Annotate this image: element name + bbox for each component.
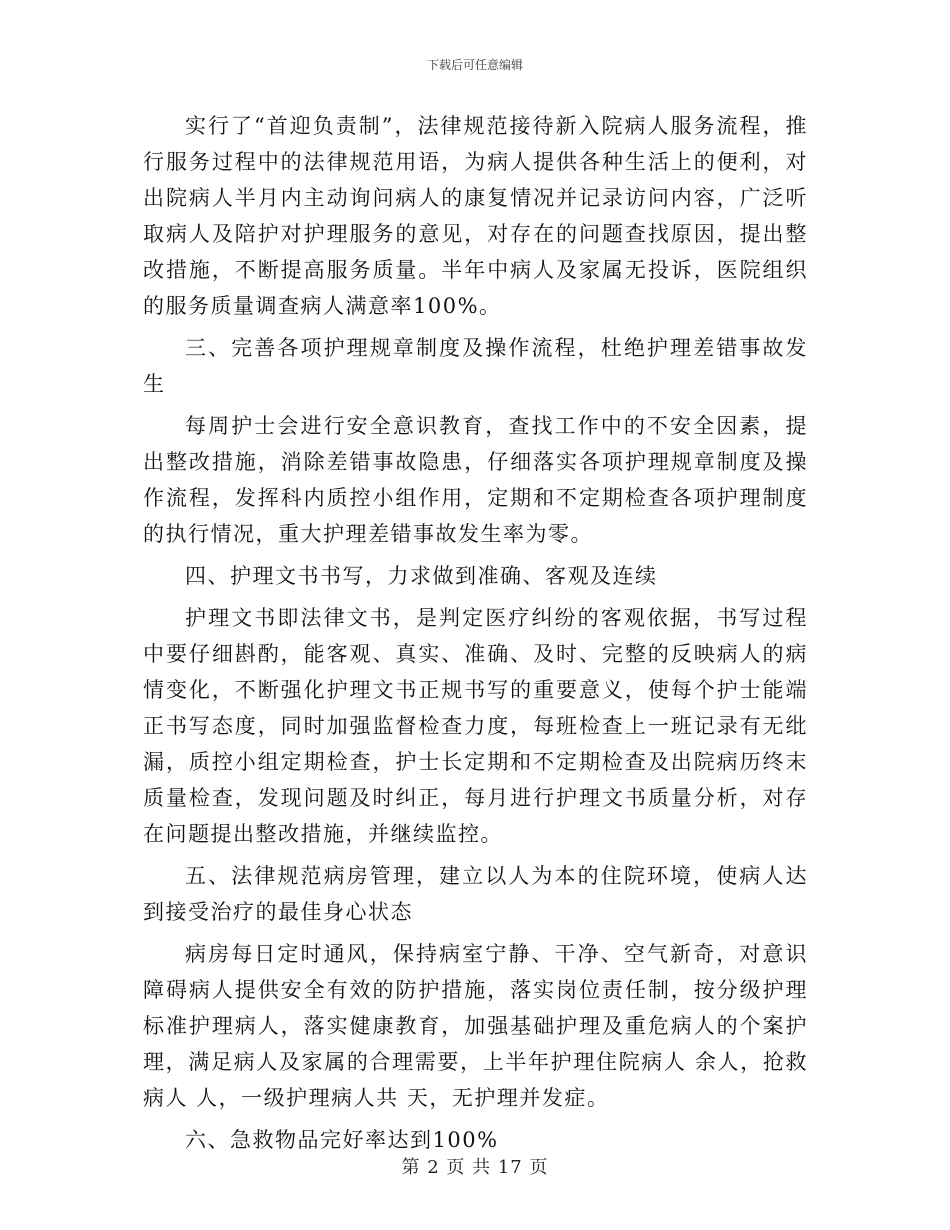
paragraph-ward-management: 病房每日定时通风，保持病室宁静、干净、空气新奇，对意识障碍病人提供安全有效的防护措施，落实岗位责任制，按分级护理标准护理病人，落实健康教育，加强基础护理及重危病人的个案护理，满足病人及家属的合理需要，上半年护理住院病人 余人，抢救病人 人，一级护理病人共 天，无护理并发症。 xyxy=(143,942,808,1110)
section-heading-6: 六、急救物品完好率达到100% xyxy=(185,1128,499,1152)
paragraph-safety-education: 每周护士会进行安全意识教育，查找工作中的不安全因素，提出整改措施，消除差错事故隐患，仔细落实各项护理规章制度及操作流程，发挥科内质控小组作用，定期和不定期检查各项护理制度的执行情况，重大护理差错事故发生率为零。 xyxy=(143,414,808,546)
page-number-footer: 第 2 页 共 17 页 xyxy=(401,1157,549,1178)
section-heading-5: 五、法律规范病房管理，建立以人为本的住院环境，使病人达到接受治疗的最佳身心状态 xyxy=(143,864,808,924)
paragraph-service-process: 实行了“首迎负责制”，法律规范接待新入院病人服务流程，推行服务过程中的法律规范用语，为病人提供各种生活上的便利，对出院病人半月内主动询问病人的康复情况并记录访问内容，广泛听取病人及陪护对护理服务的意见，对存在的问题查找原因，提出整改措施，不断提高服务质量。半年中病人及家属无投诉，医院组织的服务质量调查病人满意率100%。 xyxy=(143,114,808,318)
paragraph-nursing-documents: 护理文书即法律文书，是判定医疗纠纷的客观依据，书写过程中要仔细斟酌，能客观、真实、准确、及时、完整的反映病人的病情变化，不断强化护理文书正规书写的重要意义，使每个护士能端正书写态度，同时加强监督检查力度，每班检查上一班记录有无纰漏，质控小组定期检查，护士长定期和不定期检查及出院病历终末质量检查，发现问题及时纠正，每月进行护理文书质量分析，对存在问题提出整改措施，并继续监控。 xyxy=(143,606,808,846)
page-header: 下载后可任意编辑 xyxy=(426,58,523,72)
section-heading-4: 四、护理文书书写，力求做到准确、客观及连续 xyxy=(185,564,658,588)
document-body xyxy=(143,108,808,1164)
section-heading-3: 三、完善各项护理规章制度及操作流程，杜绝护理差错事故发生 xyxy=(143,336,808,396)
